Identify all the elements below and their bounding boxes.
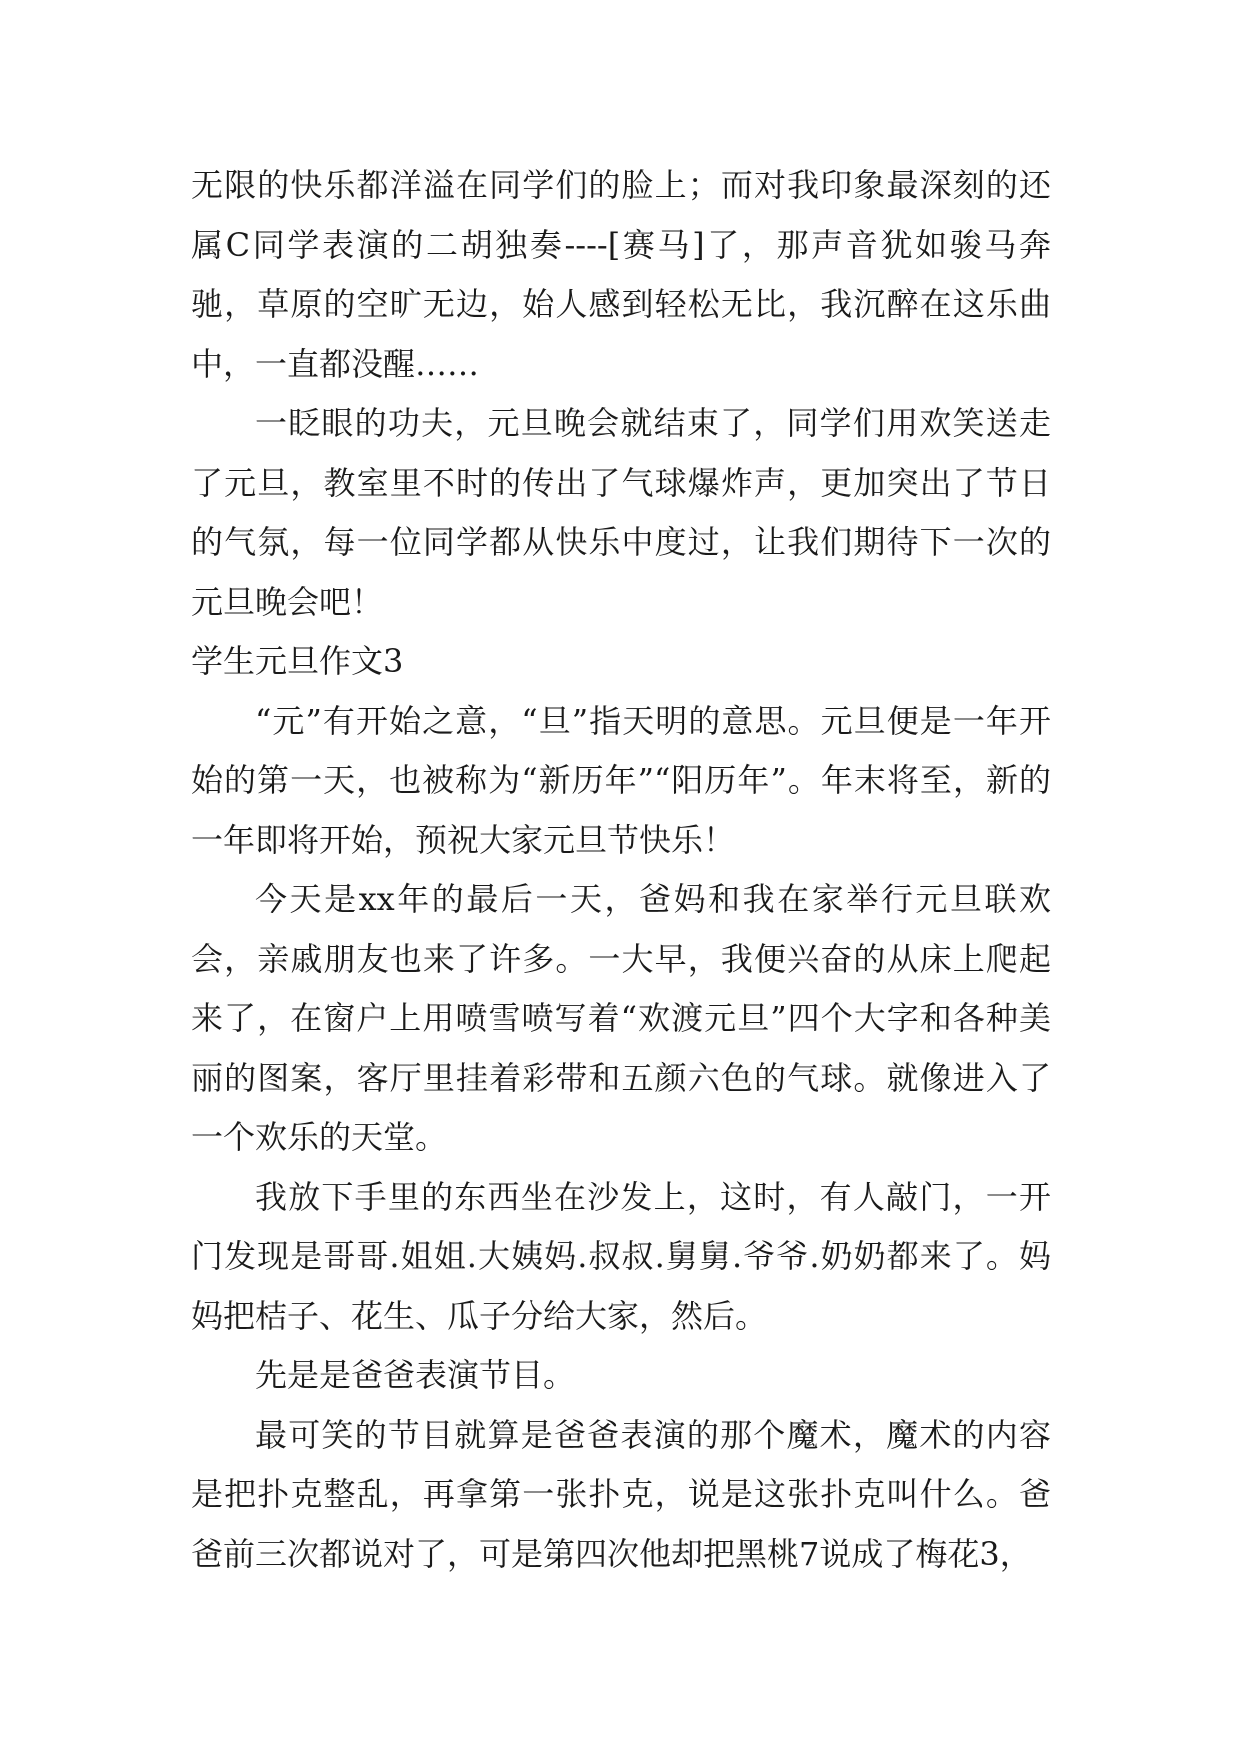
paragraph: 最可笑的节目就算是爸爸表演的那个魔术，魔术的内容是把扑克整乱，再拿第一张扑克，说是这张扑克叫什么。爸爸前三次都说对了，可是第四次他却把黑桃7说成了梅花3，	[191, 1415, 1051, 1573]
paragraph: 我放下手里的东西坐在沙发上，这时，有人敲门，一开门发现是哥哥.姐姐.大姨妈.叔叔.舅舅.爷爷.奶奶都来了。妈妈把桔子、花生、瓜子分给大家，然后。	[191, 1177, 1051, 1335]
paragraph-continuation: 无限的快乐都洋溢在同学们的脸上；而对我印象最深刻的还属C同学表演的二胡独奏----[赛马]了，那声音犹如骏马奔驰，草原的空旷无边，始人感到轻松无比，我沉醉在这乐曲中，一直都没醒……	[191, 166, 1051, 383]
paragraph: 今天是xx年的最后一天，爸妈和我在家举行元旦联欢会，亲戚朋友也来了许多。一大早，我便兴奋的从床上爬起来了，在窗户上用喷雪喷写着“欢渡元旦”四个大字和各种美丽的图案，客厅里挂着彩带和五颜六色的气球。就像进入了一个欢乐的天堂。	[191, 880, 1051, 1156]
section-heading: 学生元旦作文3	[191, 642, 404, 680]
paragraph: 先是是爸爸表演节目。	[255, 1356, 576, 1394]
paragraph: “元”有开始之意，“旦”指天明的意思。元旦便是一年开始的第一天，也被称为“新历年”“阳历年”。年末将至，新的一年即将开始，预祝大家元旦节快乐！	[191, 701, 1051, 859]
document-body	[191, 156, 1051, 1584]
paragraph: 一眨眼的功夫，元旦晚会就结束了，同学们用欢笑送走了元旦，教室里不时的传出了气球爆炸声，更加突出了节日的气氛，每一位同学都从快乐中度过，让我们期待下一次的元旦晚会吧！	[191, 404, 1051, 621]
